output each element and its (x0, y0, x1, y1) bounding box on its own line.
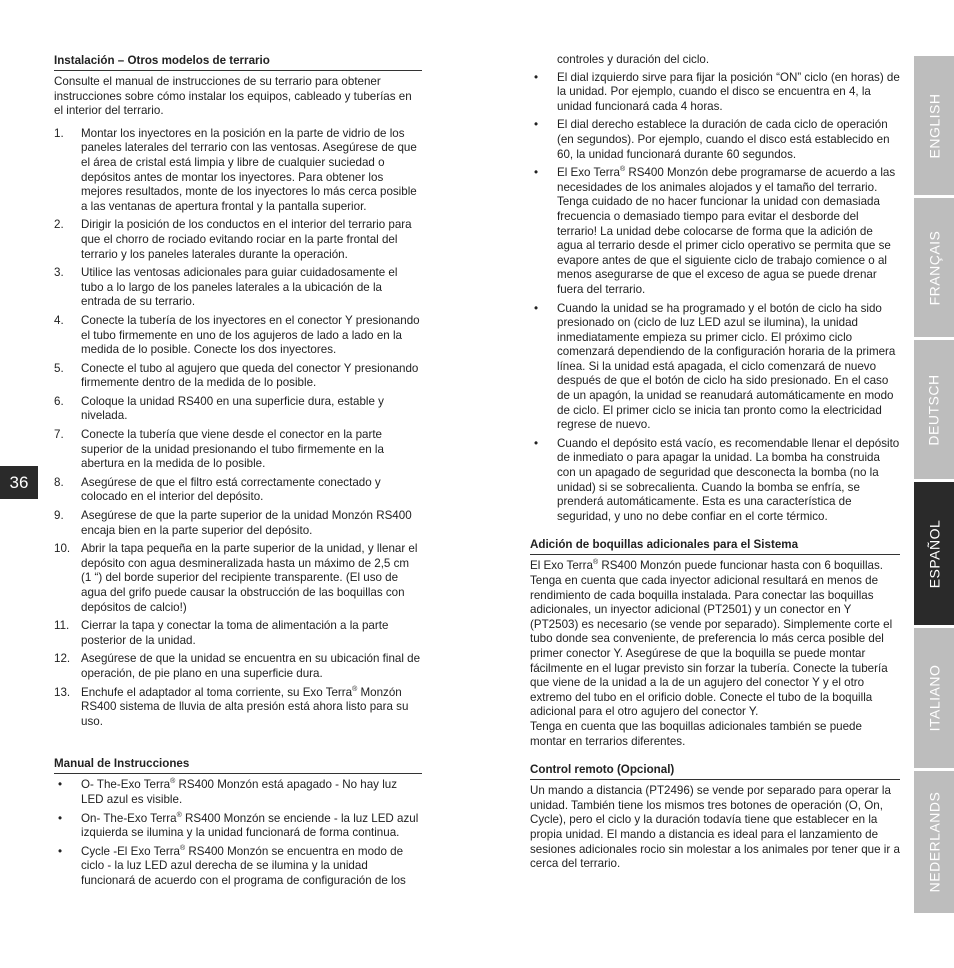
list-item (530, 302, 900, 433)
list-item (530, 118, 900, 162)
step-number: 7. (54, 428, 64, 442)
bullet: • (534, 70, 539, 84)
list-item (54, 778, 422, 807)
language-tab-label: NEDERLANDS (926, 791, 943, 893)
language-tab-deutsch[interactable] (914, 340, 954, 479)
nozzles-heading: Adición de boquillas adicionales para el Sistema (530, 538, 900, 555)
step-text: Coloque la unidad RS400 en una superficie dura, estable y nivelada. (81, 394, 384, 423)
installation-steps (54, 127, 422, 730)
list-item-text: El Exo Terra® RS400 Monzón debe programarse de acuerdo a las necesidades de los animales alojados y el tamaño del terrario. Tenga cuidado de no hacer funcionar la unidad con demasiada frecuencia o demasiado tiempo para evitar el desborde del terrario! La unidad debe colocarse de forma que la adición de agua al terrario desde el primer ciclo operativo se permita que se evapore antes de que el siguiente ciclo de trabajo comience o al menos asegurarse de que el exceso de agua se puede drenar fuera del terrario. (557, 166, 896, 296)
step-text: Abrir la tapa pequeña en la parte superior de la unidad, y llenar el depósito con agua desmineralizada hasta un máximo de 2,5 cm (1 “) del borde superior del recipiente transparente. (El uso de agua del grifo puede causar la obstrucción de las boquillas con depósitos de calcio!) (81, 542, 418, 614)
list-item (54, 812, 422, 841)
step-number: 13. (54, 685, 71, 699)
page-number: 36 (0, 466, 38, 499)
list-item (530, 437, 900, 525)
step-text: Conecte el tubo al agujero que queda del conector Y presionando firmemente dentro de la medida de lo posible. (81, 361, 419, 390)
step-item (54, 395, 422, 424)
language-tab-label: FRANÇAIS (926, 230, 943, 305)
language-tab-label: DEUTSCH (926, 373, 943, 446)
language-tab-francais[interactable] (914, 198, 954, 337)
step-text: Asegúrese de que la parte superior de la unidad Monzón RS400 encaja bien en la parte superior del depósito. (81, 509, 412, 537)
list-item-text: Cuando el depósito está vacío, es recomendable llenar el depósito de inmediato o para apagar la unidad. La bomba ha construida con un apagado de seguridad que desconecta la bomba (no la unidad) si se sobrecalienta. Cuando la bomba se enfría, se prenderá automáticamente. Esta es una característica de seguridad, y uno no debe confiar en el corte térmico. (557, 436, 900, 523)
language-tab-label: ENGLISH (926, 93, 942, 158)
bullet: • (58, 811, 63, 825)
step-item (54, 314, 422, 358)
step-number: 2. (54, 218, 64, 232)
language-tab-italiano[interactable] (914, 628, 954, 768)
step-text: Asegúrese de que la unidad se encuentra en su ubicación final de operación, de pie plano en una superficie dura. (81, 652, 421, 680)
list-item (54, 845, 422, 889)
step-item (54, 476, 422, 505)
step-number: 11. (54, 619, 70, 633)
nozzles-note: Tenga en cuenta que las boquillas adicionales también se puede montar en terrarios diferentes. (530, 719, 862, 748)
list-item (530, 166, 900, 297)
step-number: 10. (54, 542, 71, 556)
manual-list-continued (530, 71, 900, 525)
step-item (54, 127, 422, 215)
bullet: • (534, 166, 539, 180)
step-text: Conecte la tubería que viene desde el conector en la parte superior de la unidad presionando el tubo firmemente en la abertura en la medida de lo posible. (81, 428, 384, 471)
right-column (530, 0, 900, 872)
bullet: • (58, 844, 63, 858)
left-column (54, 0, 422, 893)
step-text: Conecte la tubería de los inyectores en el conector Y presionando el tubo firmemente en uno de los agujeros de lado a lado en la medida de lo posible. Conecte los dos inyectores. (81, 313, 420, 357)
list-item-text: Cuando la unidad se ha programado y el botón de ciclo ha sido presionado on (ciclo de luz LED azul se ilumina), la unidad inmediatamente empieza su primer ciclo. El próximo ciclo comenzará dependiendo de la configuración horaria de la primera línea. Si la unidad está apagada, el ciclo comenzará de nuevo después de que el botón de ciclo ha sido presionado. En el caso de un apagón, la unidad se reanudará automáticamente en modo de ciclo. El primer ciclo se inicia tan pronto como la electricidad regrese de nuevo. (557, 301, 896, 432)
step-number: 6. (54, 394, 64, 408)
step-number: 5. (54, 361, 64, 375)
list-item-text: On- The-Exo Terra® RS400 Monzón se enciende - la luz LED azul izquierda se ilumina y la unidad funcionará de forma continua. (81, 811, 419, 840)
manual-heading: Manual de Instrucciones (54, 757, 422, 774)
step-item (54, 218, 422, 262)
list-item (530, 71, 900, 115)
list-item-text: El dial derecho establece la duración de cada ciclo de operación (en segundos). Por ejemplo, cuando el disco está establecido en 60, la unidad funcionará durante 60 segundos. (557, 118, 890, 161)
step-number: 9. (54, 509, 64, 523)
list-item-text: O- The-Exo Terra® RS400 Monzón está apagado - No hay luz LED azul es visible. (81, 778, 398, 806)
step-item (54, 428, 422, 472)
language-tab-english[interactable] (914, 56, 954, 195)
list-item-text: Cycle -El Exo Terra® RS400 Monzón se encuentra en modo de ciclo - la luz LED azul derecha de se ilumina y la unidad funcionará de acuerdo con el programa de configuración de los (81, 844, 406, 887)
remote-text: Un mando a distancia (PT2496) se vende por separado para operar la unidad. También tiene los mismos tres botones de operación (O, On, Cycle), pero el ciclo y la duración todavía tiene que establecer en la propia unidad. El mando a distancia es ideal para el lanzamiento de sesiones adicionales rocio sin molestar a los animales por tener que ir a cerca del terrario. (530, 784, 900, 871)
step-number: 12. (54, 652, 71, 666)
step-number: 1. (54, 126, 64, 140)
language-tab-label: ITALIANO (926, 664, 943, 732)
bullet: • (534, 118, 539, 132)
step-text: Enchufe el adaptador al toma corriente, su Exo Terra® Monzón RS400 sistema de lluvia de alta presión está ahora listo para su uso. (81, 685, 409, 728)
language-tab-nederlands[interactable] (914, 771, 954, 913)
step-item (54, 542, 422, 615)
step-item (54, 686, 422, 730)
step-text: Cierrar la tapa y conectar la toma de alimentación a la parte posterior de la unidad. (81, 619, 389, 647)
manual-continuation: controles y duración del ciclo. (557, 53, 710, 66)
nozzles-text: El Exo Terra® RS400 Monzón puede funcionar hasta con 6 boquillas. Tenga en cuenta que cada inyector adicional resultará en menos de rendimiento de cada boquilla instalada. Para conectar las boquillas adicionales, un inyector adicional (PT2501) y un conector en Y (PT2503) es necesario (se vende por separado). Simplemente corte el tubo donde sea conveniente, de preferencia lo más cerca posible del primer conector Y. Asegúrese de que la boquilla se puede montar fácilmente en el lugar previsto sin forzar la tubería. Conecte la tubería que viene de la unidad a la de un agujero del conector Y y el otro extremo del tubo en el orificio doble. Conecte el tubo de la boquilla adicional para el otro agujero del conector Y. (530, 559, 893, 719)
step-text: Montar los inyectores en la posición en la parte de vidrio de los paneles laterales del terrario con las ventosas. Asegúrese de que el área de cristal está limpia y libre de cualquier suciedad o depósitos antes de montar los inyectores. Para obtener los mejores resultados, monte de los inyectores lo más cerca posible a las ventanas de apertura frontal y la pantalla superior. (81, 126, 417, 213)
step-number: 3. (54, 266, 64, 280)
language-tab-label: ESPAÑOL (926, 519, 943, 588)
step-text: Utilice las ventosas adicionales para guiar cuidadosamente el tubo a lo largo de los paneles laterales a la ubicación de la entrada de su terrario. (81, 266, 398, 309)
step-text: Asegúrese de que el filtro está correctamente conectado y colocado en el interior del depósito. (81, 475, 381, 504)
step-item (54, 619, 422, 648)
manual-list (54, 778, 422, 888)
step-number: 8. (54, 475, 64, 489)
list-item-text: El dial izquierdo sirve para fijar la posición “ON” ciclo (en horas) de la unidad. Por ejemplo, cuando el disco se encuentra en 4, la unidad funcionará cada 4 horas. (557, 70, 900, 113)
installation-heading: Instalación – Otros modelos de terrario (54, 54, 422, 71)
remote-heading: Control remoto (Opcional) (530, 763, 900, 780)
bullet: • (58, 778, 63, 792)
step-item (54, 509, 422, 538)
bullet: • (534, 301, 539, 315)
step-item (54, 362, 422, 391)
step-number: 4. (54, 313, 64, 327)
language-sidebar (914, 56, 954, 913)
installation-intro: Consulte el manual de instrucciones de su terrario para obtener instrucciones sobre cómo instalar los equipos, cableado y tuberías en el interior del terrario. (54, 75, 412, 118)
bullet: • (534, 436, 539, 450)
step-text: Dirigir la posición de los conductos en el interior del terrario para que el chorro de rociado evitando rociar en la parte frontal del terrario y los paneles laterales durante la operación. (81, 218, 412, 261)
language-tab-espanol[interactable] (914, 482, 954, 625)
step-item (54, 652, 422, 681)
step-item (54, 266, 422, 310)
